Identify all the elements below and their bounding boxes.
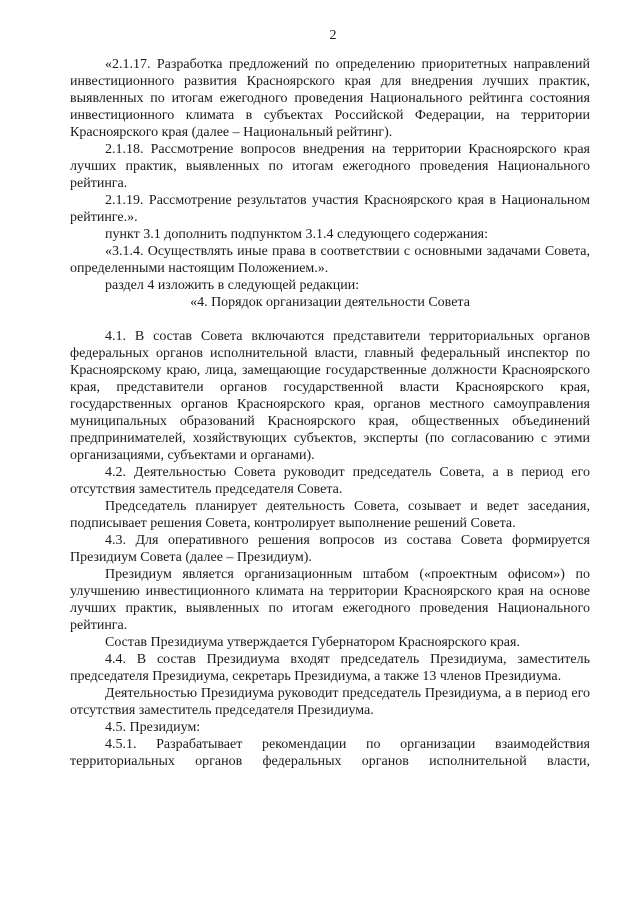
paragraph-3-1-4: «3.1.4. Осуществлять иные права в соответствии с основными задачами Совета, определенными настоящим Положением.».	[70, 244, 590, 276]
page-number: 2	[329, 28, 337, 43]
paragraph-4-5: 4.5. Президиум:	[105, 720, 201, 735]
paragraph-2-1-17: «2.1.17. Разработка предложений по определению приоритетных направлений инвестиционного развития Красноярского края для внедрения лучших практик, выявленных по итогам ежегодного проведения Национального рейтинга состояния инвестиционного климата в субъектах Российской Федерации, на территории Красноярского края (далее – Национальный рейтинг).	[70, 57, 590, 140]
spacer	[70, 311, 590, 328]
paragraph-presidium-role: Президиум является организационным штабом («проектным офисом») по улучшению инвестиционного климата на территории Красноярского края на основе лучших практик, выявленных по итогам ежегодного проведения Национального рейтинга.	[70, 567, 590, 633]
paragraph-2-1-19: 2.1.19. Рассмотрение результатов участия Красноярского края в Национальном рейтинге.».	[70, 193, 590, 225]
document-page	[70, 28, 590, 770]
paragraph-4-4: 4.4. В состав Президиума входят председатель Президиума, заместитель председателя Президиума, секретарь Президиума, а также 13 членов Президиума.	[70, 652, 590, 684]
paragraph-4-1: 4.1. В состав Совета включаются представители территориальных органов федеральных органов исполнительной власти, главный федеральный инспектор по Красноярскому краю, лица, замещающие государственные должности Красноярского края, представители органов государственной власти Красноярского края, государственных органов Красноярского края, органов местного самоуправления муниципальных образований Красноярского края, общественных объединений предпринимателей, хозяйствующих субъектов, эксперты (по согласованию с этими организациями, субъектами и органами).	[70, 329, 590, 463]
paragraph-2-1-18: 2.1.18. Рассмотрение вопросов внедрения на территории Красноярского края лучших практик, выявленных по итогам ежегодного проведения Национального рейтинга.	[70, 142, 590, 191]
paragraph-4-3: 4.3. Для оперативного решения вопросов из состава Совета формируется Президиум Совета (далее – Президиум).	[70, 533, 590, 565]
paragraph-point-3-1: пункт 3.1 дополнить подпунктом 3.1.4 следующего содержания:	[105, 227, 489, 242]
paragraph-section-4-intro: раздел 4 изложить в следующей редакции:	[105, 278, 360, 293]
paragraph-chairman: Председатель планирует деятельность Совета, созывает и ведет заседания, подписывает решения Совета, контролирует выполнение решений Совета.	[70, 499, 590, 531]
paragraph-presidium-leadership: Деятельностью Президиума руководит председатель Президиума, а в период его отсутствия заместитель председателя Президиума.	[70, 686, 590, 718]
section-heading: «4. Порядок организации деятельности Совета	[190, 295, 470, 310]
paragraph-4-2: 4.2. Деятельностью Совета руководит председатель Совета, а в период его отсутствия заместитель председателя Совета.	[70, 465, 590, 497]
paragraph-presidium-composition: Состав Президиума утверждается Губернатором Красноярского края.	[105, 635, 520, 650]
paragraph-4-5-1: 4.5.1. Разрабатывает рекомендации по организации взаимодействия территориальных органов федеральных органов исполнительной власти,	[70, 737, 590, 769]
